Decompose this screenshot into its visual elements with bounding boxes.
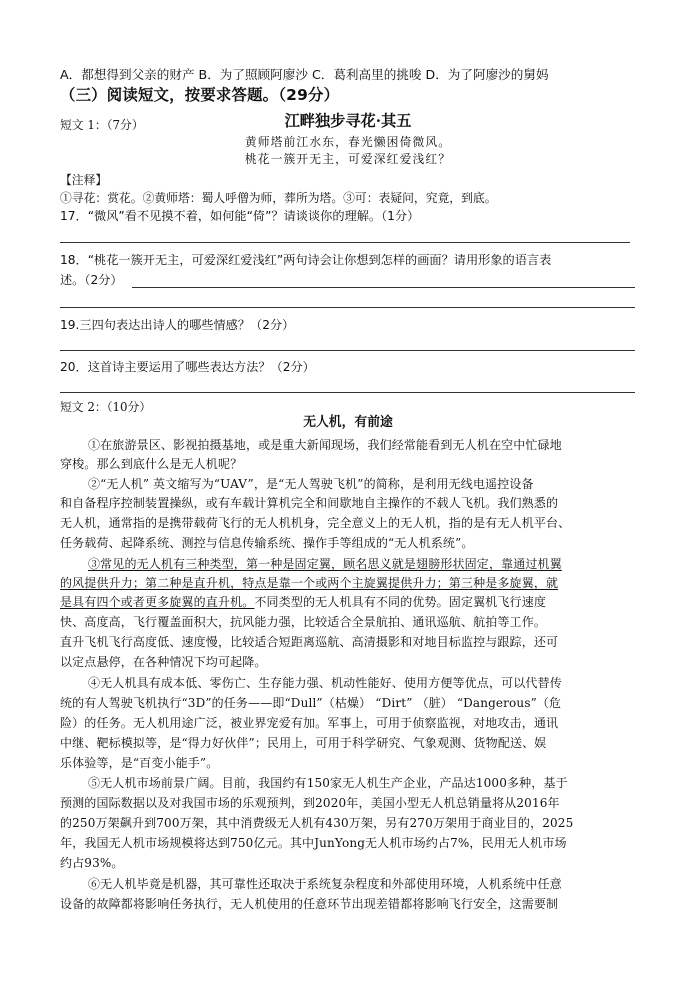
paragraph-4-line: 中继、靶标模拟等，是“得力好伙伴”；民用上，可用于科学研究、气象观测、货物配送、娱 xyxy=(60,736,547,750)
paragraph-1-line: ①在旅游景区、影视拍摄基地，或是重大新闻现场，我们经常能看到无人机在空中忙碌地 xyxy=(88,438,562,452)
paragraph-5-line: 的250万架飙升到700万架，其中消费级无人机有430万架，另有270万架用于商业目的，2025 xyxy=(60,816,574,830)
question-18-line-1: 18．“桃花一簇开无主，可爱深红爱浅红”两句诗会让你想到怎样的画面？请用形象的语言表 xyxy=(60,253,552,267)
paragraph-5-line: ⑤无人机市场前景广阔。目前，我国约有150家无人机生产企业，产品达1000多种，基于 xyxy=(88,776,568,790)
paragraph-2-line: 无人机，通常指的是携带载荷飞行的无人机机身，完全意义上的无人机，指的是有无人机平台、 xyxy=(60,516,571,530)
paragraph-4-line: 统的有人驾驶飞机执行“3D”的任务——即“Dull”（枯燥） “Dirt” （脏） “Dangerous”（危 xyxy=(60,696,562,710)
paragraph-2-line: 任务载荷、起降系统、测控与信息传输系统、操作手等组成的“无人机系统”。 xyxy=(60,536,474,550)
paragraph-6-line: 设备的故障都将影响任务执行，无人机使用的任意环节出现差错都将影响飞行安全，这需要制 xyxy=(60,897,559,911)
paragraph-4-line: 险）的任务。无人机用途广泛，被业界宠爱有加。军事上，可用于侦察监视，对地攻击，通讯 xyxy=(60,716,559,730)
answer-line-20[interactable] xyxy=(60,392,635,393)
answer-line-17[interactable] xyxy=(60,242,630,243)
paragraph-3-line: 快、高度高，飞行覆盖面积大，抗风能力强，比较适合全景航拍、通讯巡航、航拍等工作。 xyxy=(60,615,547,629)
section-title: （三）阅读短文，按要求答题。（29分） xyxy=(60,86,340,104)
note-text: ①寻花：赏花。②黄师塔：蜀人呼僧为师，葬所为塔。③可：表疑问，究竟，到底。 xyxy=(60,191,497,205)
paragraph-4-line: 乐体验等，是“百变小能手”。 xyxy=(60,756,219,770)
question-17: 17．“微风”看不见摸不着，如何能“倚”？请谈谈你的理解。（1分） xyxy=(60,209,420,223)
answer-line-19[interactable] xyxy=(60,350,635,351)
answer-choices: A．都想得到父亲的财产 B．为了照顾阿廖沙 C．葛利高里的挑唆 D．为了阿廖沙的舅妈 xyxy=(60,67,549,82)
paragraph-3-mixed-line xyxy=(60,593,546,611)
paragraph-3-underlined-line: 的风提供升力；第二种是直升机，特点是靠一个或两个主旋翼提供升力；第三种是多旋翼，就 xyxy=(60,576,559,590)
paragraph-3-underlined-part: 是具有四个或者更多旋翼的直升机。 xyxy=(60,595,255,609)
poem-line-2: 桃花一簇开无主，可爱深红爱浅红？ xyxy=(244,152,452,166)
paragraph-3-rest: 不同类型的无人机具有不同的优势。固定翼机飞行速度 xyxy=(254,595,547,609)
paragraph-2-line: ②“无人机” 英文缩写为“UAV”，是“无人驾驶飞机”的简称，是利用无线电遥控设备 xyxy=(88,477,534,491)
question-20: 20．这首诗主要运用了哪些表达方法？（2分） xyxy=(60,360,315,374)
paragraph-3-line: 以定点悬停，在各种情况下均可起降。 xyxy=(60,655,267,669)
answer-line-18b[interactable] xyxy=(60,307,635,308)
paragraph-5-line: 年，我国无人机市场规模将达到750亿元。其中JunYong无人机市场约占7%，民用无人机市场 xyxy=(60,836,567,850)
text2-label: 短文 2：（10分） xyxy=(60,400,152,414)
answer-line-18a[interactable] xyxy=(132,287,635,288)
question-18-line-2: 述。（2分） xyxy=(60,273,123,287)
paragraph-4-line: ④无人机具有成本低、零伤亡、生存能力强、机动性能好、使用方便等优点，可以代替传 xyxy=(88,676,562,690)
article-title: 无人机，有前途 xyxy=(303,415,393,430)
paragraph-5-line: 预测的国际数据以及对我国市场的乐观预判，到2020年，美国小型无人机总销量将从2016年 xyxy=(60,796,560,810)
paragraph-3-line: 直升飞机飞行高度低、速度慢，比较适合短距离巡航、高清摄影和对地目标监控与跟踪，还可 xyxy=(60,635,559,649)
paragraph-2-line: 和自备程序控制装置操纵，或有车载计算机完全和间歇地自主操作的不载人飞机。我们熟悉的 xyxy=(60,496,559,510)
text1-label: 短文 1：（7分） xyxy=(60,118,144,132)
paragraph-6-line: ⑥无人机毕竟是机器，其可靠性还取决于系统复杂程度和外部使用环境，人机系统中任意 xyxy=(88,877,562,891)
paragraph-3-underlined-line: ③常见的无人机有三种类型，第一种是固定翼，顾名思义就是翅膀形状固定，靠通过机翼 xyxy=(88,557,562,571)
note-label: 【注释】 xyxy=(60,173,108,187)
paragraph-5-line: 约占93%。 xyxy=(60,856,124,870)
question-19: 19.三四句表达出诗人的哪些情感？（2分） xyxy=(60,318,295,332)
paragraph-1-line: 穿梭。那么到底什么是无人机呢？ xyxy=(60,457,243,471)
poem-title: 江畔独步寻花·其五 xyxy=(284,112,412,130)
poem-line-1: 黄师塔前江水东，春光懒困倚微风。 xyxy=(244,135,452,149)
